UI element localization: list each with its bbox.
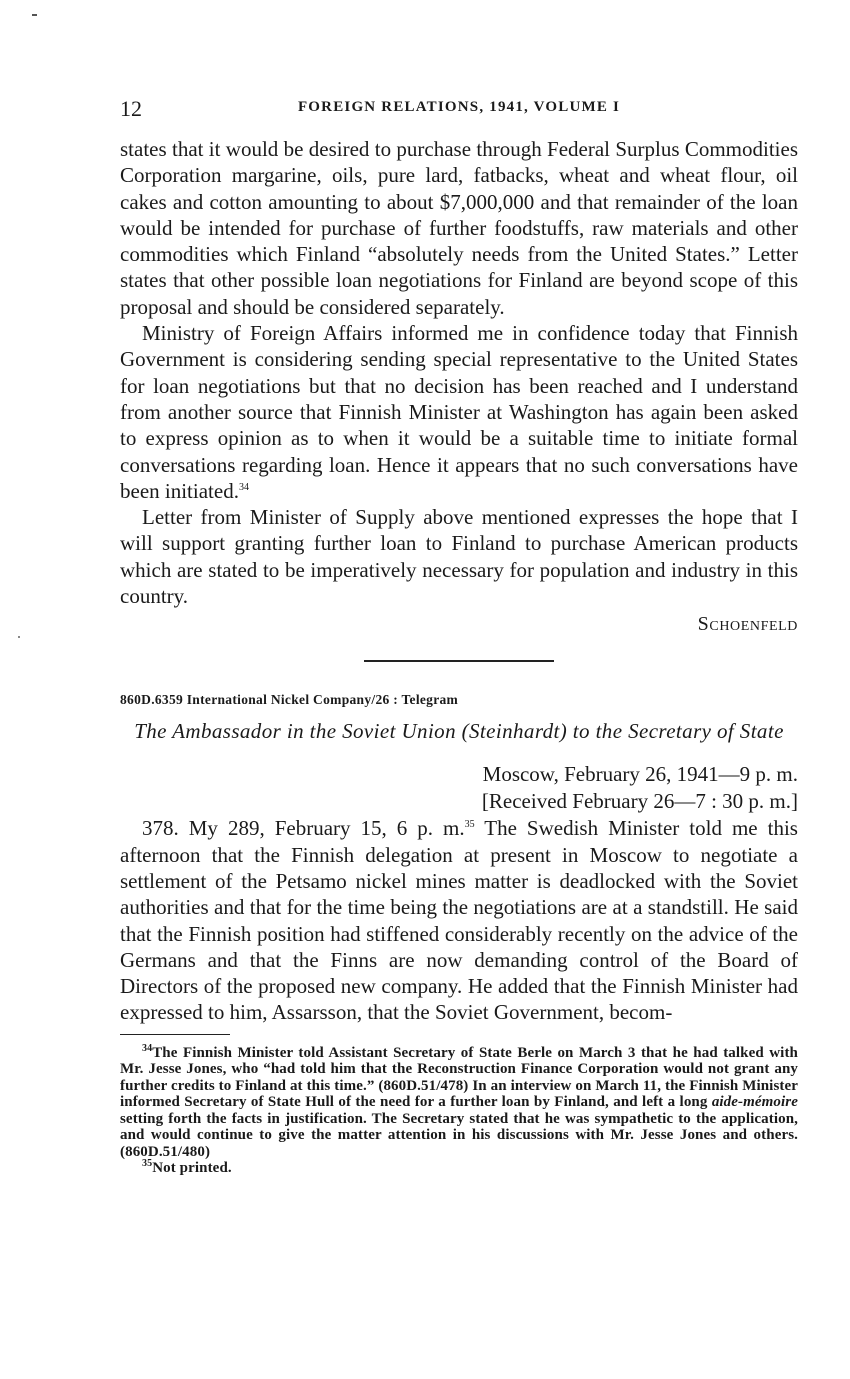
footnote-reference[interactable]: 35 <box>464 819 475 831</box>
footnote-marker: 35 <box>142 1158 153 1170</box>
scan-mark <box>18 636 20 638</box>
telegram-body <box>120 815 798 1025</box>
document-page <box>120 96 798 1177</box>
dateline-received: [Received February 26—7 : 30 p. m.] <box>481 789 798 814</box>
document-title: The Ambassador in the Soviet Union (Steinhardt) to the Secretary of State <box>134 719 784 744</box>
dateline <box>120 761 798 815</box>
page-header <box>120 96 798 126</box>
footnote-35 <box>120 1160 798 1177</box>
running-title: FOREIGN RELATIONS, 1941, VOLUME I <box>297 99 621 115</box>
paragraph <box>120 815 798 1025</box>
page-number: 12 <box>120 96 142 121</box>
paragraph-lead: 378. My 289, February 15, 6 p. m. <box>142 816 465 841</box>
footnote-reference[interactable]: 34 <box>238 481 249 493</box>
paragraph-text: The Swedish Minister told me this afternoon that the Finnish delegation at present in Moscow to negotiate a settlement of the Petsamo nickel mines matter is deadlocked with the Soviet authorities and that for the time being the negotiations are at a standstill. He said that the Finnish position had stiffened considerably recently on the advice of the Germans and that the Finns are now demanding control of the Board of Directors of the proposed new company. He added that the Finnish Minister had expressed to him, Assarsson, that the Soviet Government, becom- <box>120 816 798 1025</box>
signature: Schoenfeld <box>697 613 798 636</box>
footnotes <box>120 1042 798 1177</box>
paragraph <box>120 320 798 504</box>
footnote-text: Not printed. <box>152 1160 232 1177</box>
dateline-sent: Moscow, February 26, 1941—9 p. m. <box>482 762 798 787</box>
footnote-divider <box>120 1034 230 1035</box>
footnote-34 <box>120 1042 798 1161</box>
footnote-text: setting forth the facts in justification. The Secretary stated that he was sympathetic to the application, and would continue to give the matter attention in his discussions with Mr. Jesse Jones and others. (860D.51/480) <box>120 1110 798 1160</box>
section-divider <box>364 660 554 662</box>
letter-body <box>120 136 798 609</box>
paragraph: states that it would be desired to purchase through Federal Surplus Commodities Corporation margarine, oils, pure lard, fatbacks, wheat and wheat flour, oil cakes and cotton amounting to about $7,000,000 and that remainder of the loan would be intended for purchase of further foodstuffs, raw materials and other commodities which Finland “absolutely needs from the United States.” Letter states that other possible loan negotiations for Finland are beyond scope of this proposal and should be considered separately. <box>120 137 798 319</box>
paragraph: Letter from Minister of Supply above mentioned expresses the hope that I will support granting further loan to Finland to purchase American products which are stated to be imperatively necessary for population and industry in this country. <box>120 505 798 609</box>
footnote-marker: 34 <box>142 1042 153 1054</box>
file-reference: 860D.6359 International Nickel Company/26 : Telegram <box>120 692 459 708</box>
footnote-text: The Finnish Minister told Assistant Secretary of State Berle on March 3 that he had talked with Mr. Jesse Jones, who “had told him that the Reconstruction Finance Corporation would not grant any further credits to Finland at this time.” (860D.51/478) In an interview on March 11, the Finnish Minister informed Secretary of State Hull of the need for a further loan by Finland, and left a long <box>120 1044 798 1111</box>
footnote-italic-term: aide-mémoire <box>711 1094 798 1111</box>
paragraph-text: Ministry of Foreign Affairs informed me in confidence today that Finnish Government is considering sending special representative to the United States for loan negotiations but that no decision has been reached and I understand from another source that Finnish Minister at Washington has again been asked to express opinion as to when it would be a suitable time to initiate formal conversations regarding loan. Hence it appears that no such conversations have been initiated. <box>120 321 798 503</box>
scan-mark <box>32 14 37 16</box>
